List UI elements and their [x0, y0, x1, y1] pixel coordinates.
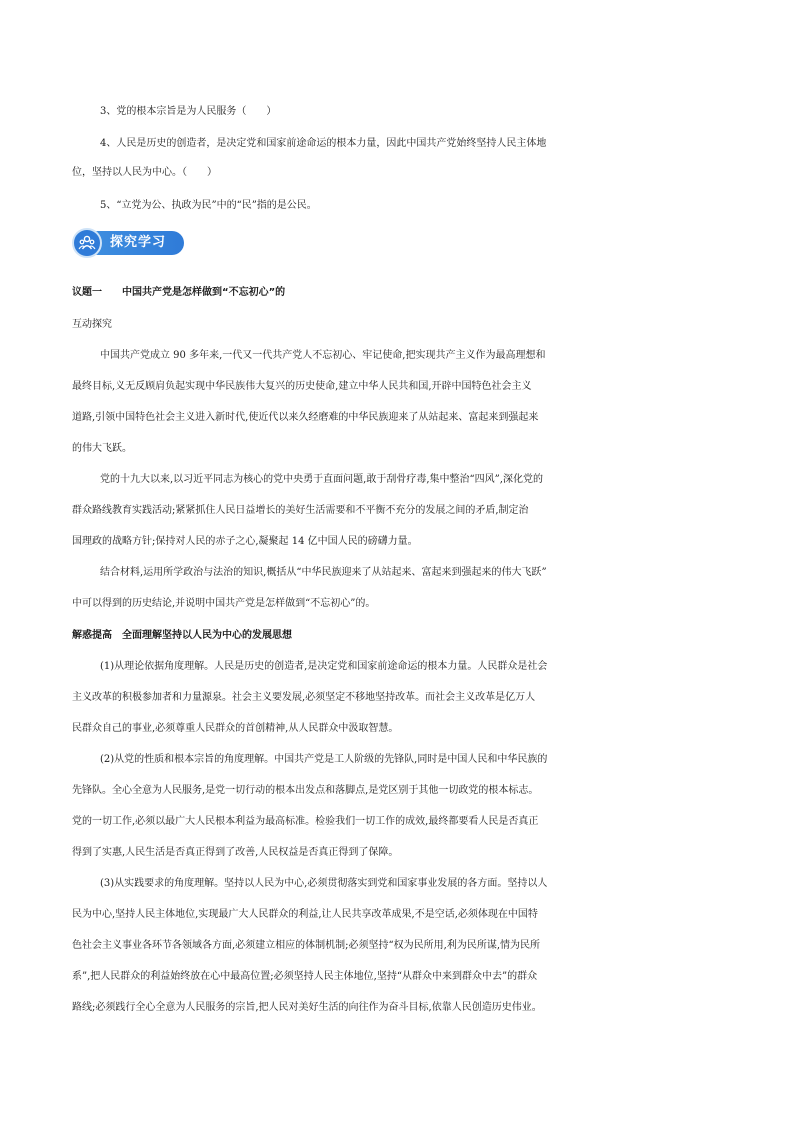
- material-line: 的伟大飞跃。: [72, 443, 132, 454]
- judgement-item-4-continued: 位，坚持以人民为中心。（ ）: [72, 167, 217, 178]
- explanation-line: (2)从党的性质和根本宗旨的角度理解。中国共产党是工人阶级的先锋队,同时是中国人民和中华民族的: [100, 754, 548, 765]
- section-badge: [72, 228, 186, 258]
- material-line: 最终目标,义无反顾肩负起实现中华民族伟大复兴的历史使命,建立中华人民共和国,开辟中国特色社会主义: [72, 381, 532, 392]
- material-line: 道路,引领中国特色社会主义进入新时代,使近代以来久经磨难的中华民族迎来了从站起来、富起来到强起来: [72, 412, 539, 423]
- explanation-line: 色社会主义事业各环节各领域各方面,必须建立相应的体制机制;必须坚持“权为民所用,利为民所谋,情为民所: [72, 940, 541, 951]
- material-line: 党的十九大以来,以习近平同志为核心的党中央勇于直面问题,敢于刮骨疗毒,集中整治“四风”,深化党的: [100, 474, 543, 485]
- explanation-line: 党的一切工作,必须以最广大人民根本利益为最高标准。检验我们一切工作的成效,最终都要看人民是否真正: [72, 816, 539, 827]
- badge-label: 探究学习: [110, 235, 167, 250]
- judgement-item-4: 4、人民是历史的创造者，是决定党和国家前途命运的根本力量，因此中国共产党始终坚持人民主体地: [100, 138, 547, 149]
- topic-heading: 议题一 中国共产党是怎样做到“不忘初心”的: [72, 287, 286, 298]
- section2-heading: 解惑提高 全面理解坚持以人民为中心的发展思想: [72, 630, 292, 641]
- explanation-line: 路线;必须践行全心全意为人民服务的宗旨,把人民对美好生活的向往作为奋斗目标,依靠人民创造历史伟业。: [72, 1002, 542, 1013]
- explanation-line: 得到了实惠,人民生活是否真正得到了改善,人民权益是否真正得到了保障。: [72, 847, 399, 858]
- material-line: 中国共产党成立 90 多年来,一代又一代共产党人不忘初心、牢记使命,把实现共产主义作为最高理想和: [100, 350, 546, 361]
- explanation-line: 先锋队。全心全意为人民服务,是党一切行动的根本出发点和落脚点,是党区别于其他一切政党的根本标志。: [72, 785, 539, 796]
- explanation-line: 民群众自己的事业,必须尊重人民群众的首创精神,从人民群众中汲取智慧。: [72, 723, 399, 734]
- explanation-line: (3)从实践要求的角度理解。坚持以人民为中心,必须贯彻落实到党和国家事业发展的各方面。坚持以人: [100, 878, 548, 889]
- people-group-icon: [72, 228, 102, 258]
- material-line: 群众路线教育实践活动;紧紧抓住人民日益增长的美好生活需要和不平衡不充分的发展之间的矛盾,制定治: [72, 505, 529, 516]
- explanation-line: 系”,把人民群众的利益始终放在心中最高位置;必须坚持人民主体地位,坚持“从群众中来到群众中去”的群众: [72, 971, 538, 982]
- judgement-item-5: 5、“立党为公、执政为民”中的“民”指的是公民。: [100, 200, 317, 211]
- material-line: 国理政的战略方针;保持对人民的赤子之心,凝聚起 14 亿中国人民的磅礴力量。: [72, 536, 418, 547]
- question-line: 结合材料,运用所学政治与法治的知识,概括从“中华民族迎来了从站起来、富起来到强起来的伟大飞跃”: [100, 567, 547, 578]
- explanation-line: 民为中心,坚持人民主体地位,实现最广大人民群众的利益,让人民共享改革成果,不是空话,必须体现在中国特: [72, 909, 538, 920]
- interactive-label: 互动探究: [72, 319, 112, 330]
- judgement-item-3: 3、党的根本宗旨是为人民服务（ ）: [100, 106, 277, 117]
- explanation-line: (1)从理论依据角度理解。人民是历史的创造者,是决定党和国家前途命运的根本力量。人民群众是社会: [100, 661, 548, 672]
- explanation-line: 主义改革的积极参加者和力量源泉。社会主义要发展,必须坚定不移地坚持改革。而社会主义改革是亿万人: [72, 692, 536, 703]
- question-line: 中可以得到的历史结论,并说明中国共产党是怎样做到“不忘初心”的。: [72, 598, 376, 609]
